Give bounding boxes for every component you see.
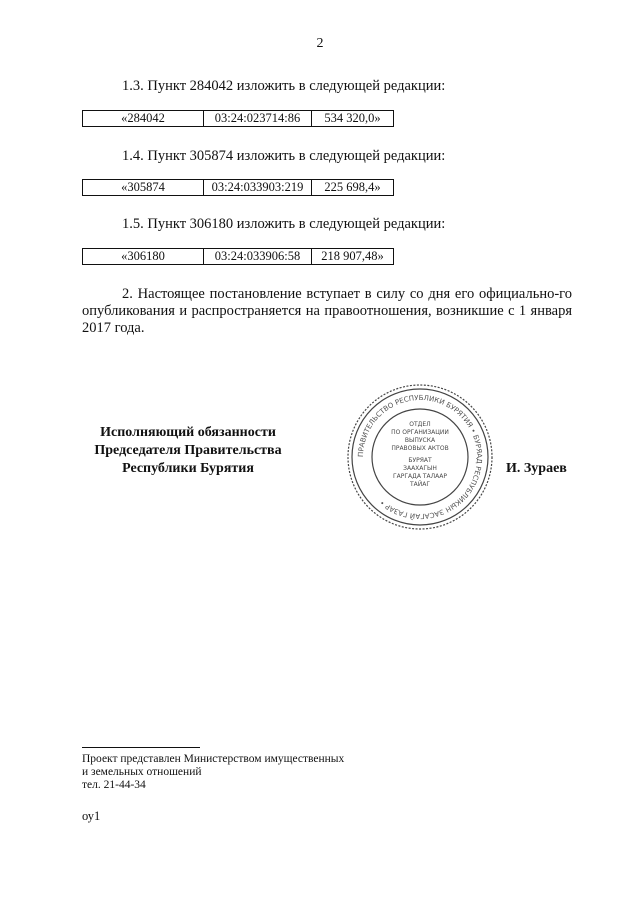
signature-title-line: Исполняющий обязанности xyxy=(100,425,276,440)
signature-title-line: Республики Бурятия xyxy=(122,461,254,476)
data-table xyxy=(82,179,394,196)
seal-center-line: ЗААХАГЫН xyxy=(403,465,437,472)
seal-center-line: ОТДЕЛ xyxy=(409,421,431,428)
seal-center-line: ПО ОРГАНИЗАЦИИ xyxy=(391,429,449,436)
table-cell: 03:24:033903:219 xyxy=(204,180,312,196)
table-cell: 534 320,0» xyxy=(312,111,394,127)
footnote-line: Проект представлен Министерством имущественных xyxy=(82,753,345,765)
footnote xyxy=(82,753,344,792)
seal-ring-text: ПРАВИТЕЛЬСТВО РЕСПУБЛИКИ БУРЯТИЯ • БУРЯАД РЕСПУБЛИКЫН ЗАСАГАЙ ГАЗАР • xyxy=(356,393,484,521)
footnote-line: и земельных отношений xyxy=(82,766,202,778)
official-seal xyxy=(345,382,495,532)
table-cell: 225 698,4» xyxy=(312,180,394,196)
page-number: 2 xyxy=(316,36,324,51)
paragraph-2: 2. Настоящее постановление вступает в силу со дня его официально-го опубликования и распространяется на правоотношения, возникшие с 1 января 2017 года. xyxy=(82,286,572,336)
signature-title-line: Председателя Правительства xyxy=(94,443,282,458)
signer-name: И. Зураев xyxy=(506,461,567,476)
footnote-rule xyxy=(82,747,200,748)
footnote-line: тел. 21-44-34 xyxy=(82,779,146,791)
code-mark: оу1 xyxy=(82,809,101,823)
seal-center-line: ПРАВОВЫХ АКТОВ xyxy=(391,445,449,452)
table-row xyxy=(83,111,394,127)
item-heading: 1.4. Пункт 305874 изложить в следующей редакции: xyxy=(122,148,446,164)
item-heading: 1.5. Пункт 306180 изложить в следующей редакции: xyxy=(122,216,446,232)
table-cell: «284042 xyxy=(83,111,204,127)
table-row xyxy=(83,249,394,265)
table-cell: 03:24:033906:58 xyxy=(204,249,312,265)
table-cell: «306180 xyxy=(83,249,204,265)
data-table xyxy=(82,110,394,127)
table-cell: «305874 xyxy=(83,180,204,196)
signature-title xyxy=(78,424,298,478)
seal-center-line: ГАРГАДА ТАЛААР xyxy=(393,473,447,480)
seal-center-line: ТАЙАГ xyxy=(409,481,431,488)
seal-center-line: БУРЯАТ xyxy=(408,457,432,464)
table-row xyxy=(83,180,394,196)
table-cell: 03:24:023714:86 xyxy=(204,111,312,127)
data-table xyxy=(82,248,394,265)
item-heading: 1.3. Пункт 284042 изложить в следующей редакции: xyxy=(122,78,446,94)
table-cell: 218 907,48» xyxy=(312,249,394,265)
seal-center-line: ВЫПУСКА xyxy=(404,437,436,444)
